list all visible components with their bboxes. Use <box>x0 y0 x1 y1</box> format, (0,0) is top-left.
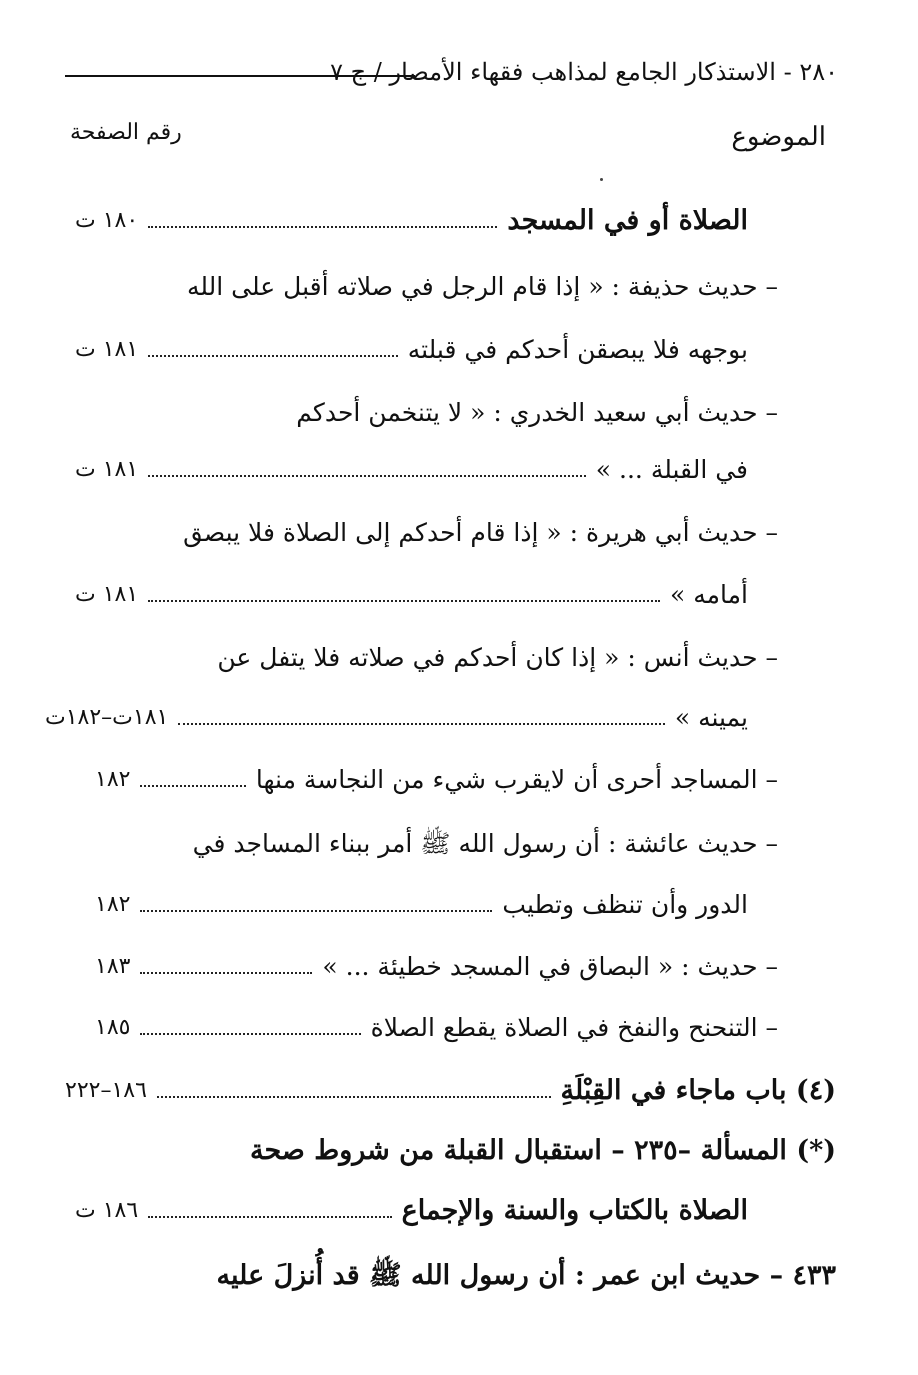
entry-page: ١٨١ ت <box>75 337 139 362</box>
dot-leader <box>148 1216 392 1218</box>
entry-text: – حديث أبي سعيد الخدري : « لا يتنخمن أحدكم <box>296 398 778 427</box>
header-rule <box>65 75 415 77</box>
toc-entry <box>75 455 748 484</box>
entry-text: يمينه » <box>674 703 748 732</box>
entry-text: الصلاة أو في المسجد <box>507 205 748 236</box>
entry-text: – التنحنح والنفخ في الصلاة يقطع الصلاة <box>370 1013 778 1042</box>
toc-entry <box>45 703 748 732</box>
column-heading-page-number: رقم الصفحة <box>70 120 182 145</box>
entry-page: ١٨٠ ت <box>75 208 139 233</box>
entry-page: ١٨١ ت <box>75 582 139 607</box>
toc-entry <box>75 205 748 236</box>
entry-page: ١٨٥ <box>95 1015 131 1040</box>
dot-leader <box>140 1033 360 1035</box>
toc-entry <box>95 890 748 919</box>
entry-text: الدور وأن تنظف وتطيب <box>502 890 748 919</box>
entry-text: (*) المسألة –٢٣٥ – استقبال القبلة من شروط صحة <box>250 1135 836 1166</box>
stray-dot <box>600 178 603 181</box>
entry-text: في القبلة ... » <box>595 455 748 484</box>
entry-page: ١٨١ت–١٨٢ت <box>45 705 169 730</box>
entry-text: – حديث عائشة : أن رسول الله ﷺ أمر ببناء المساجد في <box>192 829 778 858</box>
entry-page: ١٨٢ <box>95 767 131 792</box>
dot-leader <box>140 972 312 974</box>
entry-text: ٤٣٣ – حديث ابن عمر : أن رسول الله ﷺ قد أُنزلَ عليه <box>216 1260 836 1291</box>
toc-entry <box>217 643 778 672</box>
dot-leader <box>157 1096 551 1098</box>
dot-leader <box>140 785 245 787</box>
entry-text: بوجهه فلا يبصقن أحدكم في قبلته <box>407 335 748 364</box>
toc-entry <box>250 1135 836 1166</box>
toc-entry <box>95 765 778 794</box>
dot-leader <box>148 600 660 602</box>
entry-page: ١٨١ ت <box>75 457 139 482</box>
dot-leader <box>148 355 398 357</box>
toc-entry <box>75 335 748 364</box>
dot-leader <box>148 475 586 477</box>
toc-entry <box>217 1258 836 1298</box>
toc-entry <box>75 1195 748 1226</box>
toc-entry <box>296 398 778 427</box>
column-heading-subject: الموضوع <box>731 122 826 152</box>
entry-page: ١٨٣ <box>95 954 131 979</box>
entry-text: – حديث حذيفة : « إذا قام الرجل في صلاته أقبل على الله <box>186 272 778 301</box>
toc-entry <box>95 952 778 981</box>
entry-page: ١٨٦–٢٢٢ <box>65 1078 147 1103</box>
entry-page: ١٨٦ ت <box>75 1198 139 1223</box>
toc-entry <box>193 828 778 865</box>
entry-text: – حديث : « البصاق في المسجد خطيئة ... » <box>322 952 778 981</box>
entry-text: الصلاة بالكتاب والسنة والإجماع <box>401 1195 748 1226</box>
running-header: ٢٨٠ - الاستذكار الجامع لمذاهب فقهاء الأمصار / ج ٧ <box>330 58 838 86</box>
toc-entry <box>95 1013 778 1042</box>
dot-leader <box>148 226 497 228</box>
entry-text: – المساجد أحرى أن لايقرب شيء من النجاسة منها <box>255 765 778 794</box>
entry-text: – حديث أنس : « إذا كان أحدكم في صلاته فلا يتفل عن <box>217 643 778 672</box>
entry-text: (٤) باب ماجاء في القِبْلَةِ <box>560 1075 836 1106</box>
entry-text: أمامه » <box>670 580 748 609</box>
toc-entry <box>187 272 778 301</box>
toc-entry <box>183 518 778 547</box>
dot-leader <box>140 910 492 912</box>
dot-leader <box>178 723 665 725</box>
toc-entry <box>65 1075 836 1106</box>
entry-text: – حديث أبي هريرة : « إذا قام أحدكم إلى الصلاة فلا يبصق <box>183 518 778 547</box>
entry-page: ١٨٢ <box>95 892 131 917</box>
toc-entry <box>75 580 748 609</box>
